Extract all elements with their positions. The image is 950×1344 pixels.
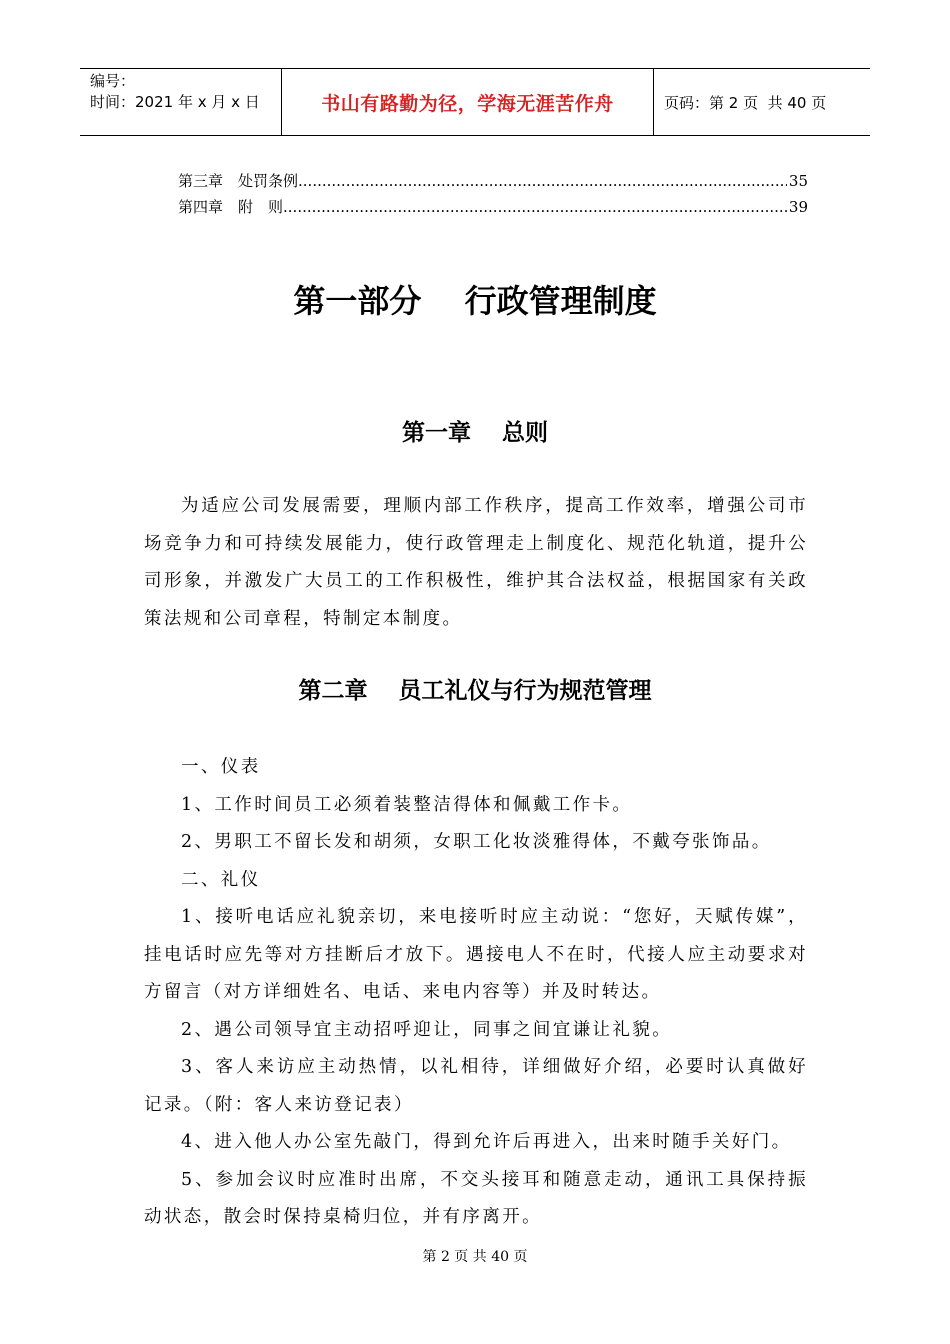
document-date-label: 时间：2021 年 x 月 x 日 — [90, 93, 260, 111]
page-header — [80, 68, 870, 136]
list-item: 3、客人来访应主动热情，以礼相待，详细做好介绍，必要时认真做好记录。（附：客人来访登记表） — [144, 1057, 808, 1115]
toc-entry[interactable] — [178, 196, 808, 217]
header-page-info — [654, 69, 870, 135]
list-item: 1、工作时间员工必须着装整洁得体和佩戴工作卡。 — [181, 794, 633, 815]
chapter-2-body — [144, 749, 808, 1237]
section-heading: 二、礼仪 — [181, 869, 261, 890]
part-title: 第一部分 行政管理制度 — [293, 282, 657, 320]
page-footer: 第 2 页 共 40 页 — [422, 1249, 528, 1265]
toc-entry-title: 第三章 处罚条例 — [178, 172, 299, 190]
toc-entry-page: 39 — [788, 198, 808, 216]
header-meta — [80, 69, 282, 135]
toc-entry-title: 第四章 附 则 — [178, 198, 284, 216]
list-item: 2、男职工不留长发和胡须，女职工化妆淡雅得体，不戴夸张饰品。 — [181, 832, 772, 852]
list-item: 4、进入他人办公室先敲门，得到允许后再进入，出来时随手关好门。 — [181, 1132, 792, 1152]
toc-leader-dots — [298, 172, 787, 190]
toc-leader-dots — [283, 198, 787, 216]
toc-entry[interactable] — [178, 170, 808, 191]
list-item: 1、接听电话应礼貌亲切，来电接听时应主动说：“您好，天赋传媒”，挂电话时应先等对方挂断后才放下。遇接电人不在时，代接人应主动要求对方留言（对方详细姓名、电话、来电内容等）并及时转达。 — [144, 907, 808, 1002]
header-page-label: 页码：第 2 页 共 40 页 — [664, 93, 827, 112]
toc-entry-page: 35 — [788, 172, 808, 190]
document-number-label: 编号： — [90, 72, 136, 90]
list-item: 2、遇公司领导宜主动招呼迎让，同事之间宜谦让礼貌。 — [181, 1019, 673, 1040]
section-heading: 一、仪表 — [181, 757, 261, 777]
chapter-1-paragraph: 为适应公司发展需要，理顺内部工作秩序，提高工作效率，增强公司市场竞争力和可持续发展能力，使行政管理走上制度化、规范化轨道，提升公司形象，并激发广大员工的工作积极性，维护其合法权益，根据国家有关政策法规和公司章程，特制定本制度。 — [144, 496, 808, 629]
chapter-1-title: 第一章 总则 — [401, 420, 548, 446]
list-item: 5、参加会议时应准时出席，不交头接耳和随意走动，通讯工具保持振动状态，散会时保持桌椅归位，并有序离开。 — [144, 1169, 808, 1227]
header-motto: 书山有路勤为径，学海无涯苦作舟 — [282, 69, 654, 135]
chapter-1-body — [144, 488, 808, 638]
chapter-2-title: 第二章 员工礼仪与行为规范管理 — [298, 678, 652, 704]
